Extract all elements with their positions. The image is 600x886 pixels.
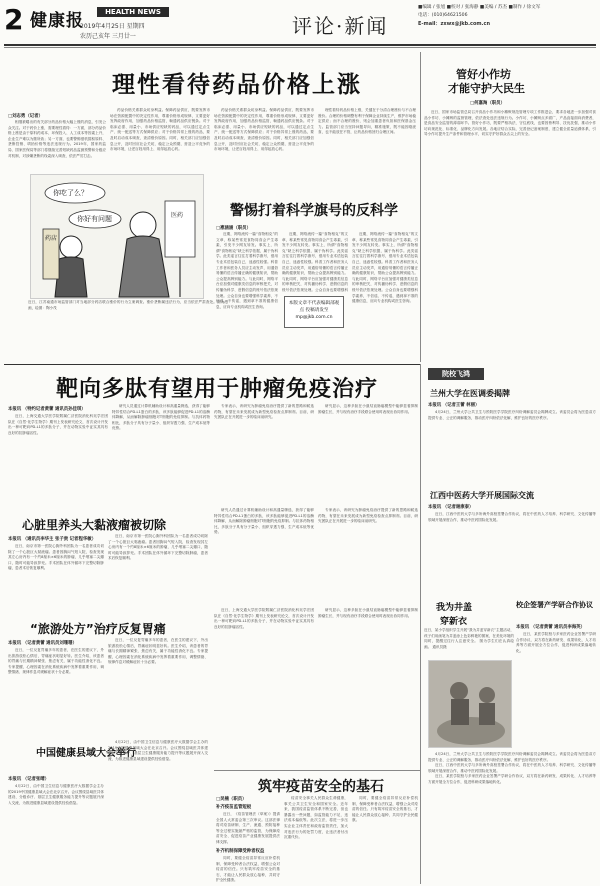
byline-workshop: □何嘉淘（职员） xyxy=(470,101,505,106)
headline-vaccine: 筑牢疫苗安全的基石 xyxy=(258,779,384,795)
issue-date: 2019年4月25日 星期四 xyxy=(80,23,145,30)
right-column-continued: 4月24日，兰州大学公共卫生与预防医学学院医疗纠纷调解委员会揭牌成立。该委员会将为医患双方提供专业、公正的调解服务，推动医疗纠纷依法化解，维护良好的医疗秩序。 近日，江西中医药大学与多所海外高校签署合作协议，将在中医药人才培养、科学研究、文化传播等领域开展深度合作，推动中医药国际化发展。 近日，某医学院校与多家医药企业签署产学研合作协议，双方将在新药研发、成果转化、人才培养等方面开展全方位合作，促进科研成果落地转化。 xyxy=(428,752,596,784)
drug-price-body-3: 理性看待药品价格上涨，关键在于分清合理涨价与不合理涨价。合理的价格调整有利于保障企业持续生产，维护市场稳定供应；而不合理的涨价，则会加重患者负担和医保基金压力。监管部门应当坚持问题导向，精准施策，既不能因噎废食，也不能放任不管，让药品价格回归合理区间。 xyxy=(318,108,416,135)
section-rule-vaccine xyxy=(214,770,420,771)
cartoon-caption: 近日，江苏南通市场监管部门对当地部分药店联合涨价的行为立案调查。涨价垄断属违法行为，应当依法严肃查处。图为漫画，绘图：陶小茂 xyxy=(28,300,228,310)
vaccine-subhead-1: 补齐疫苗监管短板 xyxy=(216,805,252,810)
conference-body-2: 4月22日，由中国卫生信息与健康医疗大数据学会主办的2019中国健康县域大会在北京召开。会议围绕县域医共体建设、分级诊疗、基层卫生健康服务能力提升等议题展开深入交流，为推进健康县域建设提供经验借鉴。 xyxy=(108,740,208,761)
heart-body-2: 近日，南京市第一医院心胸外科团队为一名患者成功切除了一个心脏巨大黏液瘤。患者因胸闷气短入院，检查发现其左心房内有一个约8厘米×6厘米的肿瘤，几乎堵塞二尖瓣口，随时可能导致猝死。手术团队在体外循环下完整切除肿瘤，患者术后恢复顺利。 xyxy=(108,534,208,561)
headline-workshop-1: 管好小作坊 xyxy=(456,68,511,81)
newspaper-brand-en: HEALTH NEWS xyxy=(97,7,169,17)
headline-workshop-2: 才能守护大民生 xyxy=(448,82,525,95)
photo-caption: 近日，某小学组织学生开展“我为井盖穿新衣”主题活动，孩子们用画笔为井盖涂上色彩鲜艳的图案，在美化环境的同时，提醒过往行人注意安全。 图为学生们在认真绘画。 通讯员摄 xyxy=(424,628,514,649)
lunar-date: 农历己亥年 三月廿一 xyxy=(80,33,136,40)
section-rule-peptide xyxy=(4,364,420,365)
peptide-continued-1: 研究人员通过计算机辅助设计和高通量筛选，获得了能够特异性结合PD-L1蛋白的多肽，该多肽能够促进PD-L1的溶酶体降解，从而解除肿瘤细胞对T细胞的免疫抑制。与抗体药物相比，多肽分子具有分子量小、组织穿透力强、生产成本低等优势。 xyxy=(214,508,314,535)
peptide-body-3: 专家表示，该研究为肿瘤免疫治疗提供了新的思路和候选药物，有望在未来发展成为新型免疫检查点抑制剂。目前，研究团队正在开展进一步的临床前研究。 xyxy=(214,404,314,420)
column-divider xyxy=(420,52,421,362)
phone: 电话：(010)64621506 xyxy=(418,13,468,18)
byline-jiangxi: 本报讯 （记者谢康泰） xyxy=(428,505,474,510)
news-photo xyxy=(428,660,512,748)
byline-peptide: 本报讯 （特约记者黄蕾 通讯员孙佳琪） xyxy=(8,407,86,412)
byline-pseudoscience: □惠涵涵（职员） xyxy=(216,226,251,231)
vaccine-body-1b: 同时，要健全疫苗异常反应补偿机制，保障受种者合法权益，增强公众对疫苗的信任。只有筑牢疫苗安全的基石，才能让人民群众放心接种，共同守护全民健康。 xyxy=(216,856,280,883)
photo-illustration xyxy=(429,661,512,748)
cartoon-bubble-1: 你吃了么？ xyxy=(53,189,88,197)
byline-drug-price: □刘志勇（记者） xyxy=(8,114,43,119)
conference-body: 4月22日，由中国卫生信息与健康医疗大数据学会主办的2019中国健康县域大会在北京召开。会议围绕县域医共体建设、分级诊疗、基层卫生健康服务能力提升等议题展开深入交流，为推进健康县域建设提供经验借鉴。 xyxy=(8,784,104,805)
lanzhou-body: 4月24日，兰州大学公共卫生与预防医学学院医疗纠纷调解委员会揭牌成立。该委员会将为医患双方提供专业、公正的调解服务，推动医疗纠纷依法化解，维护良好的医疗秩序。 xyxy=(428,410,596,420)
masthead xyxy=(0,0,600,52)
section-title: 评论·新闻 xyxy=(292,14,389,38)
photo-title-2: 穿新衣 xyxy=(440,617,468,627)
heart-body: 近日，南京市第一医院心胸外科团队为一名患者成功切除了一个心脏巨大黏液瘤。患者因胸闷气短入院，检查发现其左心房内有一个约8厘米×6厘米的肿瘤，几乎堵塞二尖瓣口，随时可能导致猝死。手术团队在体外循环下完整切除肿瘤，患者术后恢复顺利。 xyxy=(8,544,104,571)
workshop-body: 近日，国家市场监管总局召开食品小作坊和小摊贩规范管理专项工作推进会，要求各地进一步加强对食品小作坊、小摊贩的监督管理，依法查处违法违规行为。小作坊、小摊贩点多面广，产品直接面向消费者，是食品安全监管的薄弱环节。管好小作坊，既要严格执法、守住底线，也要因势利导、扶优扶强，推动小作坊向规范化、标准化、品牌化方向发展。各地应结合实际，完善登记备案制度，建立健全质量追溯体系，引导小作坊提升生产条件和管理水平，切实守护好群众舌尖上的安全。 xyxy=(424,110,596,137)
peptide-continued-4: 研究显示，这种多肽在小鼠结直肠癌模型中能够显著抑制肿瘤生长，并与现有治疗手段联合使用时表现出协同作用。 xyxy=(318,608,418,618)
vaccine-body-3: 同时，要健全疫苗异常反应补偿机制，保障受种者合法权益，增强公众对疫苗的信任。只有筑牢疫苗安全的基石，才能让人民群众放心接种，共同守护全民健康。 xyxy=(352,796,418,823)
byline-vaccine: □吴楠（职员） xyxy=(216,797,247,802)
travel-rx-body-2: 近日，一位反复胃痛多年的患者，在医生的建议下，外出旅游放松心情后，胃痛症状明显好转。医生介绍，该患者的胃痛与长期精神紧张、焦虑有关，属于功能性消化不良。专家提醒，心理因素在消化系统疾病中发挥着重要作用，调整情绪、规律作息对缓解症状十分必要。 xyxy=(108,638,208,665)
pseudoscience-body-3: 近期，网络流传一篇“食物相克”的文章，称某些常见食物同食会产生毒素，引发不少网友转发。事实上，所谓“食物相克”缺乏科学依据，属于伪科学。此类谣言往往打着科学旗号，借用专业术语包装自己，迷惑性较强。科普工作者和医务人员应主动发声，用通俗易懂的语言传播正确的健康知识，帮助公众提高辨别能力。与此同时，网络平台应加强对健康类信息的审核把关，对传播伪科学、虚假信息的账号依法依规处理。公众自身也要增强科学素养，不信谣、不传谣，遇到拿不准的健康信息，应向专业机构或医生咨询。 xyxy=(352,232,418,304)
byline-lanzhou: 本报讯 （记者王蕾 林丽） xyxy=(428,403,480,408)
masthead-rule xyxy=(4,44,596,46)
school-enterprise-body: 近日，某医学院校与多家医药企业签署产学研合作协议，双方将在新药研发、成果转化、人才培养等方面开展全方位合作，促进科研成果落地转化。 xyxy=(516,632,596,653)
jiangxi-body: 近日，江西中医药大学与多所海外高校签署合作协议，将在中医药人才培养、科学研究、文化传播等领域开展深度合作，推动中医药国际化发展。 xyxy=(428,512,596,522)
headline-travel-rx: “旅游处方”治疗反复胃痛 xyxy=(30,622,166,636)
cartoon-sign-pharmacy: 药店 xyxy=(45,235,58,242)
peptide-body-1: 近日，上海交通大学医学院附属仁济医院消化科吴学宏团队在《自然·化学生物学》期刊上发表研究论文，首次设计开发出一种可靶向PD-L1的多肽分子，并在动物实验中证实其具有良好的抗肿瘤活性。 xyxy=(8,414,108,435)
vaccine-body-2: 疫苗安全事关人民群众生命健康，事关公共卫生安全和国家安全。近年来，我国疫苗监管体系不断完善，但也暴露出一些问题，如监管能力不足、违法成本偏低等。此次立法，将进一步压实企业主体责任和政府监管责任，加大对违法行为的处罚力度，让违法者付出沉重代价。 xyxy=(284,796,348,840)
headline-school-enterprise: 校企签署产学研合作协议 xyxy=(516,601,593,609)
vaccine-subhead-2: 补齐机制保障受种者权益 xyxy=(216,849,265,854)
newspaper-brand: 健康报 xyxy=(30,11,84,31)
page-number: 2 xyxy=(4,3,24,36)
peptide-continued-3: 近日，上海交通大学医学院附属仁济医院消化科吴学宏团队在《自然·化学生物学》期刊上发表研究论文，首次设计开发出一种可靶向PD-L1的多肽分子，并在动物实验中证实其具有良好的抗肿瘤活性。 xyxy=(214,608,314,629)
peptide-body-4: 研究显示，这种多肽在小鼠结直肠癌模型中能够显著抑制肿瘤生长，并与现有治疗手段联合使用时表现出协同作用。 xyxy=(318,404,418,414)
peptide-body-2: 研究人员通过计算机辅助设计和高通量筛选，获得了能够特异性结合PD-L1蛋白的多肽，该多肽能够促进PD-L1的溶酶体降解，从而解除肿瘤细胞对T细胞的免疫抑制。与抗体药物相比，多肽分子具有分子量小、组织穿透力强、生产成本低等优势。 xyxy=(112,404,210,431)
cartoon-sign-medicine: 医药 xyxy=(171,212,184,219)
headline-heart: 心脏里养头大黏液瘤被切除 xyxy=(22,518,167,532)
headline-peptide: 靶向多肽有望用于肿瘤免疫治疗 xyxy=(56,377,379,402)
drug-price-body-1b: 药品价格关系群众切身利益。保障药品供应，既要发挥市场在资源配置中的决定性作用，尊重价格形成规律，又要更好发挥政府作用，加强药品价格监管，畅通药品供应链条。对于临床必需、用量小、市场供应短缺的药品，可以通过定点生产、统一配送等方式保障供应；对于价格异常上涨的药品，要及时启动成本调查，查清涨价原因。同时，相关部门应加强信息公开，及时回应社会关切，稳定公众预期，营造公平竞争的市场环境，让老百姓用得上、用得起放心药。 xyxy=(110,108,210,152)
drug-price-body-1: 相继被曝出的有关部分药品价格大幅上涨的消息，引发公众关注。对于药价上涨，需要理性看待：一方面，部分药品价格上涨是由于原料药成本、环保投入、人工成本等因素上升，企业生产难以为继所致；另一方面，也要警惕借机囤积原料、垄断控销、哄抬价格等违法违规行为。2019年，国家药监局、国家医保局等部门将继续完善短缺药品监测预警和分级应对机制，对涉嫌垄断的线索深入调查，依法严厉打击。 xyxy=(8,120,106,158)
editorial-cartoon xyxy=(30,174,204,299)
email: E-mail：zxwx@jkb.com.cn xyxy=(418,21,491,27)
vaccine-body-1: 近日，《疫苗管理法（草案）》提请全国人大常委会第三次审议。这部法律将对疫苗研制、生产、流通、预防接种等全过程实施最严格的监管，为保障疫苗安全、促进疫苗产业健康发展提供法律支撑。 xyxy=(216,812,280,844)
editor-credits: ■编辑 / 张旭 ■校对 / 张海静 ■美编 / 苏杰 ■制作 / 徐文军 xyxy=(418,5,541,10)
headline-lanzhou: 兰州大学在医调委揭牌 xyxy=(430,389,510,398)
editorial-note-text: 本版文章不代表编辑部观点 投稿请发至 mp@jkb.com.cn xyxy=(288,301,340,320)
headline-conference-1: 中国健康县域大会举行 xyxy=(36,748,136,759)
pseudoscience-body-2: 近期，网络流传一篇“食物相克”的文章，称某些常见食物同食会产生毒素，引发不少网友转发。事实上，所谓“食物相克”缺乏科学依据，属于伪科学。此类谣言往往打着科学旗号，借用专业术语包装自己，迷惑性较强。科普工作者和医务人员应主动发声，用通俗易懂的语言传播正确的健康知识，帮助公众提高辨别能力。与此同时，网络平台应加强对健康类信息的审核把关，对传播伪科学、虚假信息的账号依法依规处理。公众自身也要增强科 xyxy=(282,232,348,292)
headline-jiangxi: 江西中医药大学开展国际交流 xyxy=(430,491,534,500)
drug-price-body-2: 药品价格关系群众切身利益。保障药品供应，既要发挥市场在资源配置中的决定性作用，尊重价格形成规律，又要更好发挥政府作用，加强药品价格监管，畅通药品供应链条。对于临床必需、用量小、市场供应短缺的药品，可以通过定点生产、统一配送等方式保障供应；对于价格异常上涨的药品，要及时启动成本调查，查清涨价原因。同时，相关部门应加强信息公开，及时回应社会关切，稳定公众预期，营造公平竞争的市场环境，让老百姓用得上、用得起放心药。 xyxy=(214,108,314,152)
column-label: 院校飞鸿 xyxy=(428,368,484,380)
byline-travel-rx: 本报讯 （记者黄蕾 通讯员刘珊珊） xyxy=(8,641,77,646)
cartoon-bubble-2: 你好有问题 xyxy=(77,215,112,223)
headline-drug-price: 理性看待药品价格上涨 xyxy=(112,72,362,98)
peptide-continued-2: 专家表示，该研究为肿瘤免疫治疗提供了新的思路和候选药物，有望在未来发展成为新型免疫检查点抑制剂。目前，研究团队正在开展进一步的临床前研究。 xyxy=(318,508,418,524)
column-divider-right xyxy=(420,364,421,884)
headline-pseudoscience: 警惕打着科学旗号的反科学 xyxy=(230,203,398,219)
pseudoscience-body-1: 近期，网络流传一篇“食物相克”的文章，称某些常见食物同食会产生毒素，引发不少网友转发。事实上，所谓“食物相克”缺乏科学依据，属于伪科学。此类谣言往往打着科学旗号，借用专业术语包装自己，迷惑性较强。科普工作者和医务人员应主动发声，用通俗易懂的语言传播正确的健康知识，帮助公众提高辨别能力。与此同时，网络平台应加强对健康类信息的审核把关，对传播伪科学、虚假信息的账号依法依规处理。公众自身也要增强科学素养，不信谣、不传谣，遇到拿不准的健康信息，应向专业机构或医生咨询。 xyxy=(216,232,278,309)
travel-rx-body: 近日，一位反复胃痛多年的患者，在医生的建议下，外出旅游放松心情后，胃痛症状明显好转。医生介绍，该患者的胃痛与长期精神紧张、焦虑有关，属于功能性消化不良。专家提醒，心理因素在消化系统疾病中发挥着重要作用，调整情绪、规律作息对缓解症状十分必要。 xyxy=(8,648,104,675)
byline-school-enterprise: 本报讯 （记者黄蕾 通讯员李海英） xyxy=(516,625,585,630)
byline-heart: 本报讯 （通讯员李华主 张子贵 记者程华敏） xyxy=(8,537,97,542)
masthead-contacts xyxy=(418,4,596,28)
editorial-note xyxy=(284,296,344,328)
photo-title-1: 我为井盖 xyxy=(436,603,473,613)
byline-conference: 本报讯 （记者张晴） xyxy=(8,777,50,782)
masthead-rule-thin xyxy=(4,47,596,48)
